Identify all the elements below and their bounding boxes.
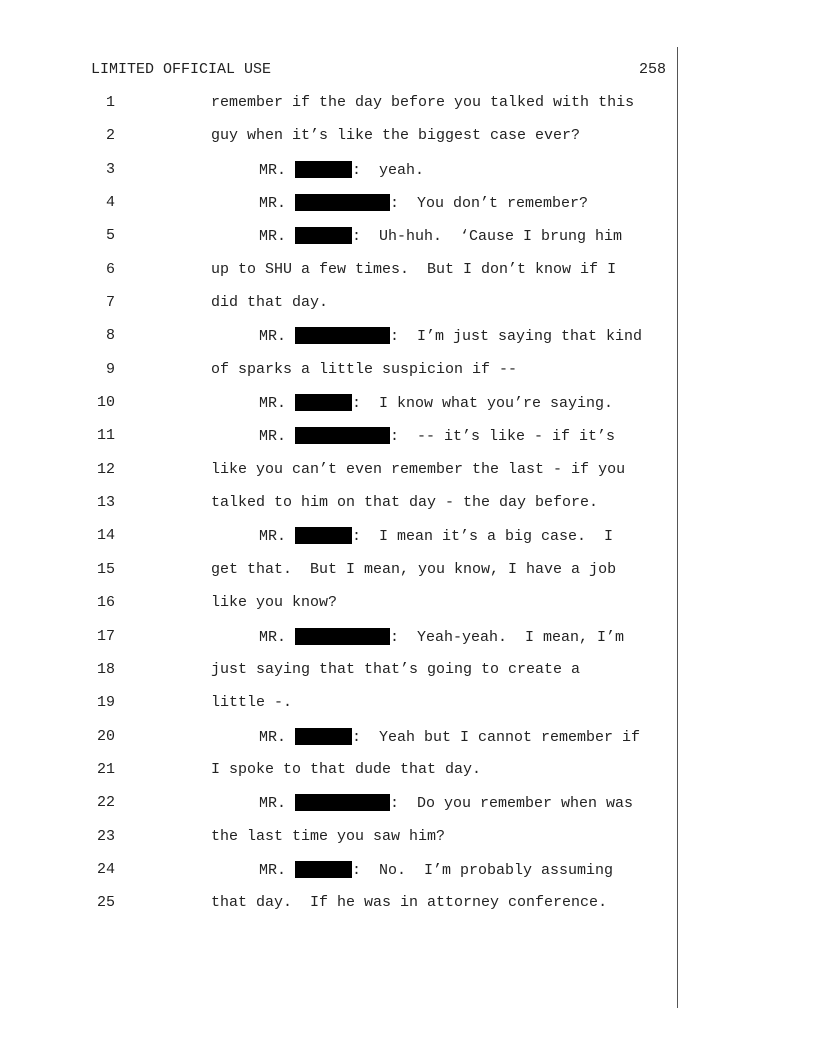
line-number: 20 xyxy=(96,727,115,745)
speaker-prefix: MR. xyxy=(259,228,296,246)
transcript-line xyxy=(0,561,816,594)
transcript-line xyxy=(0,494,816,527)
redaction-box xyxy=(295,527,352,544)
line-number: 17 xyxy=(96,627,115,645)
line-number: 7 xyxy=(105,294,115,312)
speaker-line xyxy=(259,794,633,812)
page-number: 258 xyxy=(638,61,666,78)
redaction-box xyxy=(295,628,390,645)
line-text: little -. xyxy=(211,694,293,712)
transcript-line xyxy=(0,227,816,260)
speaker-prefix: MR. xyxy=(259,528,296,546)
line-text: : I’m just saying that kind xyxy=(390,328,643,346)
redaction-box xyxy=(295,227,352,244)
speaker-line xyxy=(259,161,424,179)
line-text: did that day. xyxy=(211,294,329,312)
transcript-line xyxy=(0,661,816,694)
speaker-prefix: MR. xyxy=(259,328,296,346)
transcript-line xyxy=(0,294,816,327)
line-text: : You don’t remember? xyxy=(390,195,589,213)
line-number: 10 xyxy=(96,394,115,412)
transcript-line xyxy=(0,828,816,861)
transcript-line xyxy=(0,394,816,427)
line-text: : Do you remember when was xyxy=(390,795,634,813)
classification-header: LIMITED OFFICIAL USE xyxy=(91,61,272,78)
line-text: : Uh-huh. ‘Cause I brung him xyxy=(352,228,623,246)
line-text: talked to him on that day - the day before. xyxy=(211,494,599,512)
speaker-prefix: MR. xyxy=(259,195,296,213)
speaker-line xyxy=(259,728,640,746)
speaker-prefix: MR. xyxy=(259,861,296,879)
speaker-line xyxy=(259,427,615,445)
transcript-line xyxy=(0,327,816,360)
speaker-prefix: MR. xyxy=(259,795,296,813)
line-number: 14 xyxy=(96,527,115,545)
transcript-line xyxy=(0,761,816,794)
redaction-box xyxy=(295,194,390,211)
line-number: 8 xyxy=(105,327,115,345)
speaker-prefix: MR. xyxy=(259,728,296,746)
redaction-box xyxy=(295,794,390,811)
speaker-line xyxy=(259,327,642,345)
redaction-box xyxy=(295,394,352,411)
line-number: 5 xyxy=(105,227,115,245)
line-number: 3 xyxy=(105,160,115,178)
transcript-line xyxy=(0,794,816,827)
speaker-line xyxy=(259,194,588,212)
speaker-prefix: MR. xyxy=(259,395,296,413)
line-number: 18 xyxy=(96,660,115,678)
line-text: the last time you saw him? xyxy=(211,827,446,845)
line-text: : Yeah but I cannot remember if xyxy=(352,728,641,746)
line-number: 21 xyxy=(96,760,115,778)
speaker-line xyxy=(259,628,624,646)
line-number: 15 xyxy=(96,560,115,578)
redaction-box xyxy=(295,728,352,745)
speaker-prefix: MR. xyxy=(259,628,296,646)
speaker-line xyxy=(259,227,622,245)
line-text: I spoke to that dude that day. xyxy=(211,760,482,778)
line-text: : I know what you’re saying. xyxy=(352,395,614,413)
redaction-box xyxy=(295,327,390,344)
line-number: 1 xyxy=(105,94,115,111)
line-number: 12 xyxy=(96,460,115,478)
redaction-box xyxy=(295,427,390,444)
transcript-body xyxy=(0,94,816,928)
transcript-line xyxy=(0,894,816,927)
transcript-line xyxy=(0,427,816,460)
transcript-line xyxy=(0,861,816,894)
line-text: like you know? xyxy=(211,594,338,612)
line-number: 6 xyxy=(105,260,115,278)
transcript-line xyxy=(0,94,816,127)
line-text: just saying that that’s going to create a xyxy=(211,660,581,678)
speaker-prefix: MR. xyxy=(259,428,296,446)
line-number: 4 xyxy=(105,194,115,212)
line-text: of sparks a little suspicion if -- xyxy=(211,360,518,378)
line-text: that day. If he was in attorney conference. xyxy=(211,894,608,912)
line-number: 16 xyxy=(96,594,115,612)
line-text: like you can’t even remember the last - if you xyxy=(211,460,626,478)
transcript-line xyxy=(0,728,816,761)
line-text: remember if the day before you talked with this xyxy=(211,94,635,111)
speaker-line xyxy=(259,861,613,879)
line-text: up to SHU a few times. But I don’t know if I xyxy=(211,260,617,278)
transcript-line xyxy=(0,361,816,394)
transcript-line xyxy=(0,261,816,294)
line-number: 25 xyxy=(96,894,115,912)
line-text: get that. But I mean, you know, I have a job xyxy=(211,560,617,578)
line-text: : -- it’s like - if it’s xyxy=(390,428,616,446)
line-text: guy when it’s like the biggest case ever? xyxy=(211,127,581,145)
redaction-box xyxy=(295,161,352,178)
line-number: 11 xyxy=(96,427,115,445)
line-text: : yeah. xyxy=(352,161,425,179)
line-number: 19 xyxy=(96,694,115,712)
line-number: 23 xyxy=(96,827,115,845)
line-number: 22 xyxy=(96,794,115,812)
transcript-line xyxy=(0,694,816,727)
line-number: 13 xyxy=(96,494,115,512)
speaker-line xyxy=(259,527,613,545)
speaker-line xyxy=(259,394,613,412)
transcript-line xyxy=(0,194,816,227)
transcript-line xyxy=(0,628,816,661)
line-number: 9 xyxy=(105,360,115,378)
transcript-line xyxy=(0,594,816,627)
line-text: : I mean it’s a big case. I xyxy=(352,528,614,546)
speaker-prefix: MR. xyxy=(259,161,296,179)
line-number: 24 xyxy=(96,860,115,878)
transcript-line xyxy=(0,527,816,560)
line-number: 2 xyxy=(105,127,115,145)
line-text: : Yeah-yeah. I mean, I’m xyxy=(390,628,625,646)
transcript-line xyxy=(0,161,816,194)
line-text: : No. I’m probably assuming xyxy=(352,861,614,879)
transcript-line xyxy=(0,127,816,160)
transcript-line xyxy=(0,461,816,494)
redaction-box xyxy=(295,861,352,878)
